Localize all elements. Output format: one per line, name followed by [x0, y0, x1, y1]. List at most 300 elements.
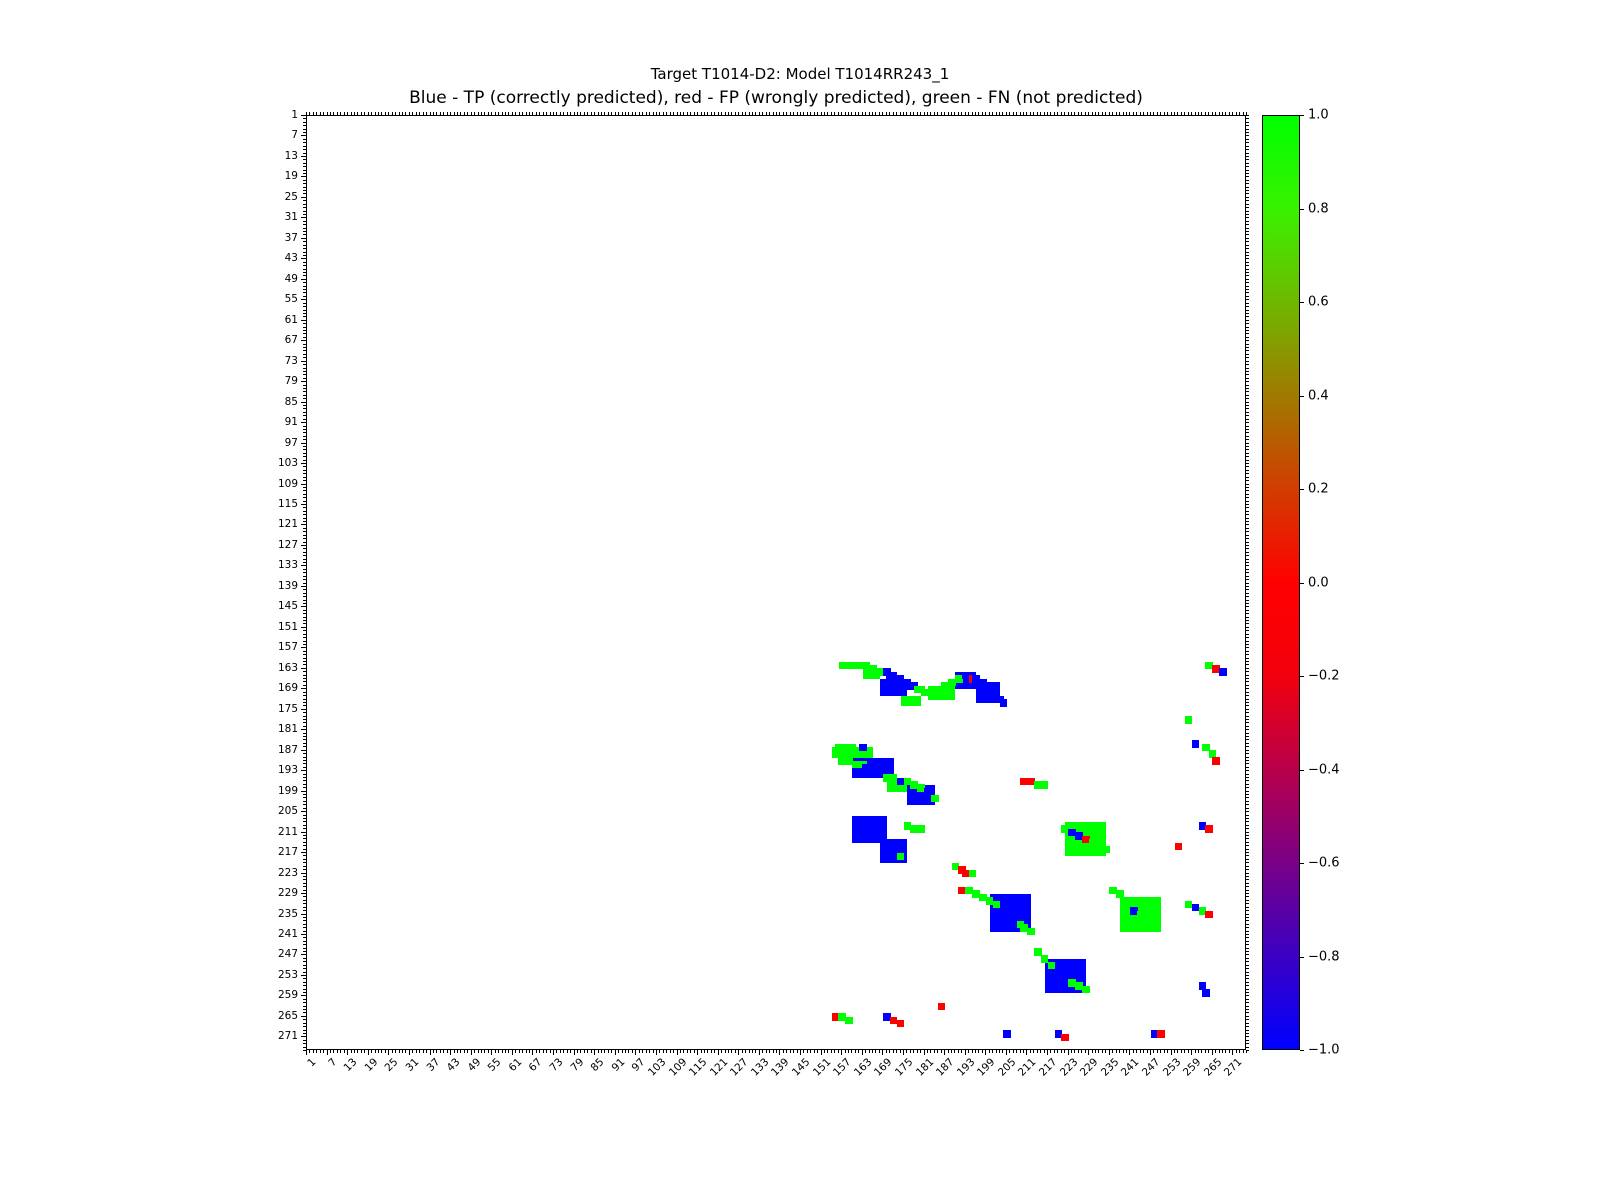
x-minor-tick — [340, 1050, 341, 1053]
y-minor-tick-right — [1246, 385, 1249, 386]
y-minor-tick-right — [1246, 340, 1249, 341]
y-minor-tick — [303, 125, 306, 126]
y-major-tick — [301, 217, 306, 218]
x-minor-tick — [961, 1050, 962, 1053]
x-minor-tick — [556, 1050, 557, 1053]
y-minor-tick-right — [1246, 849, 1249, 850]
y-minor-tick — [303, 692, 306, 693]
x-minor-tick — [1239, 1050, 1240, 1053]
y-major-tick — [301, 750, 306, 751]
x-major-tick — [965, 1050, 966, 1055]
x-major-tick — [1232, 1050, 1233, 1055]
x-minor-tick-top — [498, 112, 499, 115]
x-minor-tick-top — [570, 112, 571, 115]
y-minor-tick-right — [1246, 586, 1249, 587]
y-minor-tick — [303, 1033, 306, 1034]
y-minor-tick — [303, 265, 306, 266]
x-minor-tick-top — [515, 112, 516, 115]
y-minor-tick-right — [1246, 692, 1249, 693]
y-minor-tick — [303, 385, 306, 386]
y-minor-tick-right — [1246, 606, 1249, 607]
x-minor-tick-top — [402, 112, 403, 115]
x-minor-tick-top — [975, 112, 976, 115]
colorbar-tick — [1300, 489, 1304, 490]
y-minor-tick-right — [1246, 910, 1249, 911]
x-minor-tick — [625, 1050, 626, 1053]
y-minor-tick-right — [1246, 480, 1249, 481]
y-minor-tick — [303, 159, 306, 160]
y-minor-tick-right — [1246, 559, 1249, 560]
y-minor-tick-right — [1246, 855, 1249, 856]
y-major-tick — [301, 914, 306, 915]
x-minor-tick-top — [779, 112, 780, 115]
y-minor-tick-right — [1246, 1033, 1249, 1034]
x-major-tick — [924, 1050, 925, 1055]
x-minor-tick — [587, 1050, 588, 1053]
x-minor-tick — [790, 1050, 791, 1053]
x-minor-tick — [563, 1050, 564, 1053]
heatmap-cell — [1000, 699, 1008, 707]
x-minor-tick-top — [875, 112, 876, 115]
y-tick-label: 121 — [277, 518, 298, 531]
x-tick-label: 265 — [1201, 1056, 1225, 1079]
x-minor-tick — [481, 1050, 482, 1053]
y-major-tick — [301, 873, 306, 874]
x-minor-tick-top — [996, 112, 997, 115]
y-tick-label: 157 — [277, 641, 298, 654]
heatmap-cell — [1041, 781, 1049, 789]
x-minor-tick-top — [793, 112, 794, 115]
x-minor-tick — [906, 1050, 907, 1053]
contact-map-plot[interactable] — [306, 115, 1246, 1050]
x-minor-tick-top — [776, 112, 777, 115]
x-minor-tick — [495, 1050, 496, 1053]
y-minor-tick — [303, 941, 306, 942]
y-tick-label: 241 — [277, 927, 298, 940]
y-minor-tick — [303, 286, 306, 287]
colorbar-tick-label: 1.0 — [1308, 107, 1329, 123]
y-minor-tick — [303, 1019, 306, 1020]
y-minor-tick-right — [1246, 524, 1249, 525]
y-minor-tick-right — [1246, 350, 1249, 351]
x-minor-tick — [834, 1050, 835, 1053]
y-minor-tick — [303, 651, 306, 652]
y-minor-tick — [303, 306, 306, 307]
y-minor-tick — [303, 350, 306, 351]
x-minor-tick-top — [1081, 112, 1082, 115]
x-minor-tick — [694, 1050, 695, 1053]
x-minor-tick — [917, 1050, 918, 1053]
x-tick-label: 43 — [444, 1056, 463, 1074]
y-minor-tick — [303, 958, 306, 959]
x-tick-label: 139 — [769, 1056, 792, 1079]
y-major-tick — [301, 954, 306, 955]
x-minor-tick — [577, 1050, 578, 1053]
y-minor-tick-right — [1246, 784, 1249, 785]
x-minor-tick-top — [529, 112, 530, 115]
y-major-tick — [301, 279, 306, 280]
x-minor-tick-top — [1057, 112, 1058, 115]
y-minor-tick-right — [1246, 248, 1249, 249]
x-minor-tick — [611, 1050, 612, 1053]
y-minor-tick — [303, 282, 306, 283]
x-minor-tick-top — [900, 112, 901, 115]
colorbar-tick — [1300, 1050, 1304, 1051]
y-minor-tick-right — [1246, 709, 1249, 710]
x-minor-tick-top — [978, 112, 979, 115]
x-minor-tick-top — [930, 112, 931, 115]
x-minor-tick-top — [1105, 112, 1106, 115]
heatmap-cell — [1116, 890, 1124, 898]
x-minor-tick — [498, 1050, 499, 1053]
heatmap-cell — [1027, 928, 1035, 936]
y-minor-tick — [303, 869, 306, 870]
y-minor-tick — [303, 494, 306, 495]
x-minor-tick — [1243, 1050, 1244, 1053]
x-minor-tick-top — [948, 112, 949, 115]
y-minor-tick — [303, 828, 306, 829]
x-minor-tick-top — [436, 112, 437, 115]
heatmap-cell — [1212, 757, 1220, 765]
x-minor-tick-top — [368, 112, 369, 115]
x-minor-tick-top — [851, 112, 852, 115]
x-minor-tick-top — [1195, 112, 1196, 115]
colorbar-tick-label: −0.2 — [1308, 668, 1340, 684]
y-minor-tick-right — [1246, 924, 1249, 925]
x-minor-tick-top — [604, 112, 605, 115]
x-tick-label: 187 — [933, 1056, 957, 1079]
x-minor-tick-top — [491, 112, 492, 115]
y-minor-tick-right — [1246, 296, 1249, 297]
y-minor-tick-right — [1246, 620, 1249, 621]
y-minor-tick-right — [1246, 426, 1249, 427]
colorbar-tick-label: 0.6 — [1308, 294, 1329, 310]
y-minor-tick — [303, 207, 306, 208]
x-minor-tick-top — [337, 112, 338, 115]
y-minor-tick-right — [1246, 978, 1249, 979]
colorbar-tick — [1300, 115, 1304, 116]
y-minor-tick — [303, 879, 306, 880]
y-minor-tick — [303, 855, 306, 856]
heatmap-cell — [1157, 1030, 1165, 1038]
x-minor-tick-top — [635, 112, 636, 115]
y-tick-label: 43 — [284, 252, 298, 265]
x-minor-tick — [845, 1050, 846, 1053]
x-minor-tick-top — [1143, 112, 1144, 115]
y-minor-tick-right — [1246, 1023, 1249, 1024]
x-major-tick — [615, 1050, 616, 1055]
x-minor-tick — [632, 1050, 633, 1053]
y-minor-tick-right — [1246, 528, 1249, 529]
y-minor-tick-right — [1246, 303, 1249, 304]
x-tick-label: 133 — [748, 1056, 772, 1079]
x-minor-tick — [320, 1050, 321, 1053]
y-minor-tick-right — [1246, 275, 1249, 276]
x-minor-tick-top — [1030, 112, 1031, 115]
x-minor-tick-top — [755, 112, 756, 115]
y-minor-tick — [303, 739, 306, 740]
y-minor-tick-right — [1246, 408, 1249, 409]
y-minor-tick-right — [1246, 763, 1249, 764]
y-minor-tick — [303, 354, 306, 355]
x-minor-tick — [502, 1050, 503, 1053]
x-minor-tick — [1215, 1050, 1216, 1053]
x-minor-tick-top — [992, 112, 993, 115]
x-minor-tick-top — [1095, 112, 1096, 115]
y-minor-tick-right — [1246, 937, 1249, 938]
y-minor-tick-right — [1246, 852, 1249, 853]
colorbar-tick — [1300, 957, 1304, 958]
y-minor-tick-right — [1246, 364, 1249, 365]
y-minor-tick-right — [1246, 545, 1249, 546]
y-minor-tick-right — [1246, 900, 1249, 901]
y-minor-tick-right — [1246, 600, 1249, 601]
x-minor-tick-top — [1102, 112, 1103, 115]
x-minor-tick-top — [697, 112, 698, 115]
y-major-tick — [301, 135, 306, 136]
y-minor-tick — [303, 989, 306, 990]
y-minor-tick — [303, 815, 306, 816]
y-minor-tick-right — [1246, 716, 1249, 717]
y-minor-tick-right — [1246, 702, 1249, 703]
y-tick-label: 193 — [277, 764, 298, 777]
x-minor-tick-top — [1171, 112, 1172, 115]
x-minor-tick — [1081, 1050, 1082, 1053]
y-minor-tick-right — [1246, 436, 1249, 437]
x-minor-tick — [543, 1050, 544, 1053]
x-major-tick — [677, 1050, 678, 1055]
x-minor-tick — [1177, 1050, 1178, 1053]
x-major-tick — [903, 1050, 904, 1055]
y-minor-tick — [303, 378, 306, 379]
x-tick-label: 7 — [325, 1056, 340, 1070]
x-minor-tick-top — [1064, 112, 1065, 115]
x-minor-tick-top — [910, 112, 911, 115]
x-minor-tick-top — [752, 112, 753, 115]
y-minor-tick — [303, 460, 306, 461]
x-minor-tick — [810, 1050, 811, 1053]
y-major-tick — [301, 995, 306, 996]
y-minor-tick — [303, 699, 306, 700]
y-minor-tick — [303, 449, 306, 450]
y-tick-label: 217 — [277, 846, 298, 859]
y-minor-tick-right — [1246, 1043, 1249, 1044]
x-minor-tick-top — [1071, 112, 1072, 115]
x-minor-tick — [1105, 1050, 1106, 1053]
x-minor-tick — [972, 1050, 973, 1053]
x-minor-tick-top — [646, 112, 647, 115]
x-minor-tick — [344, 1050, 345, 1053]
x-major-tick — [347, 1050, 348, 1055]
y-minor-tick-right — [1246, 661, 1249, 662]
y-major-tick — [301, 893, 306, 894]
x-minor-tick — [454, 1050, 455, 1053]
y-minor-tick-right — [1246, 453, 1249, 454]
y-minor-tick — [303, 716, 306, 717]
x-minor-tick — [1057, 1050, 1058, 1053]
x-minor-tick — [683, 1050, 684, 1053]
x-minor-tick-top — [879, 112, 880, 115]
y-minor-tick-right — [1246, 361, 1249, 362]
y-minor-tick — [303, 702, 306, 703]
x-minor-tick-top — [786, 112, 787, 115]
y-minor-tick — [303, 521, 306, 522]
y-major-tick — [301, 852, 306, 853]
x-minor-tick — [927, 1050, 928, 1053]
y-minor-tick — [303, 835, 306, 836]
y-minor-tick — [303, 961, 306, 962]
y-minor-tick-right — [1246, 463, 1249, 464]
x-minor-tick — [1119, 1050, 1120, 1053]
y-minor-tick — [303, 371, 306, 372]
x-major-tick — [862, 1050, 863, 1055]
y-minor-tick-right — [1246, 603, 1249, 604]
x-minor-tick — [875, 1050, 876, 1053]
x-minor-tick — [690, 1050, 691, 1053]
y-tick-label: 229 — [277, 887, 298, 900]
x-minor-tick-top — [574, 112, 575, 115]
x-minor-tick — [378, 1050, 379, 1053]
x-minor-tick-top — [968, 112, 969, 115]
y-minor-tick-right — [1246, 299, 1249, 300]
y-minor-tick — [303, 221, 306, 222]
x-minor-tick — [508, 1050, 509, 1053]
x-minor-tick — [653, 1050, 654, 1053]
x-minor-tick-top — [320, 112, 321, 115]
x-minor-tick-top — [718, 112, 719, 115]
heatmap-cell — [897, 853, 905, 861]
x-minor-tick — [1061, 1050, 1062, 1053]
x-minor-tick-top — [357, 112, 358, 115]
x-minor-tick — [639, 1050, 640, 1053]
y-minor-tick-right — [1246, 176, 1249, 177]
x-minor-tick — [687, 1050, 688, 1053]
x-minor-tick-top — [831, 112, 832, 115]
x-minor-tick — [457, 1050, 458, 1053]
y-minor-tick — [303, 681, 306, 682]
y-minor-tick — [303, 139, 306, 140]
x-minor-tick — [701, 1050, 702, 1053]
y-minor-tick — [303, 634, 306, 635]
x-major-tick — [1191, 1050, 1192, 1055]
x-minor-tick — [742, 1050, 743, 1053]
y-minor-tick-right — [1246, 699, 1249, 700]
x-minor-tick — [484, 1050, 485, 1053]
x-tick-label: 247 — [1139, 1056, 1163, 1079]
y-minor-tick-right — [1246, 511, 1249, 512]
y-minor-tick — [303, 405, 306, 406]
y-major-tick — [301, 606, 306, 607]
heatmap-cells — [307, 116, 1245, 1049]
x-minor-tick — [1136, 1050, 1137, 1053]
x-minor-tick-top — [1164, 112, 1165, 115]
y-major-tick — [301, 238, 306, 239]
x-minor-tick-top — [344, 112, 345, 115]
y-minor-tick-right — [1246, 794, 1249, 795]
x-minor-tick-top — [327, 112, 328, 115]
x-minor-tick — [783, 1050, 784, 1053]
x-minor-tick — [405, 1050, 406, 1053]
y-minor-tick — [303, 596, 306, 597]
x-minor-tick-top — [1020, 112, 1021, 115]
y-minor-tick — [303, 722, 306, 723]
x-minor-tick-top — [1013, 112, 1014, 115]
y-minor-tick — [303, 364, 306, 365]
y-minor-tick-right — [1246, 337, 1249, 338]
y-minor-tick — [303, 231, 306, 232]
x-minor-tick-top — [972, 112, 973, 115]
y-minor-tick-right — [1246, 279, 1249, 280]
y-minor-tick-right — [1246, 596, 1249, 597]
x-minor-tick — [975, 1050, 976, 1053]
y-minor-tick-right — [1246, 456, 1249, 457]
y-minor-tick — [303, 927, 306, 928]
y-tick-label: 19 — [284, 170, 298, 183]
x-minor-tick — [755, 1050, 756, 1053]
y-minor-tick — [303, 149, 306, 150]
x-minor-tick — [323, 1050, 324, 1053]
y-minor-tick — [303, 637, 306, 638]
x-minor-tick — [913, 1050, 914, 1053]
y-minor-tick-right — [1246, 265, 1249, 266]
y-minor-tick — [303, 272, 306, 273]
x-minor-tick — [416, 1050, 417, 1053]
y-tick-label: 79 — [284, 375, 298, 388]
y-minor-tick — [303, 507, 306, 508]
x-minor-tick — [364, 1050, 365, 1053]
y-minor-tick-right — [1246, 286, 1249, 287]
x-minor-tick-top — [903, 112, 904, 115]
x-minor-tick-top — [882, 112, 883, 115]
y-minor-tick — [303, 794, 306, 795]
y-minor-tick-right — [1246, 736, 1249, 737]
x-minor-tick — [893, 1050, 894, 1053]
y-major-tick — [301, 443, 306, 444]
x-minor-tick-top — [351, 112, 352, 115]
colorbar-tick-label: −1.0 — [1308, 1042, 1340, 1058]
y-minor-tick-right — [1246, 842, 1249, 843]
x-minor-tick-top — [354, 112, 355, 115]
x-minor-tick — [546, 1050, 547, 1053]
y-minor-tick — [303, 804, 306, 805]
heatmap-cell — [1082, 986, 1090, 994]
y-minor-tick-right — [1246, 920, 1249, 921]
x-minor-tick-top — [340, 112, 341, 115]
y-minor-tick — [303, 180, 306, 181]
y-minor-tick-right — [1246, 757, 1249, 758]
x-minor-tick-top — [546, 112, 547, 115]
y-minor-tick-right — [1246, 934, 1249, 935]
x-minor-tick-top — [316, 112, 317, 115]
x-minor-tick — [1044, 1050, 1045, 1053]
y-minor-tick-right — [1246, 951, 1249, 952]
x-minor-tick-top — [872, 112, 873, 115]
x-minor-tick — [951, 1050, 952, 1053]
y-minor-tick-right — [1246, 548, 1249, 549]
y-tick-label: 61 — [284, 313, 298, 326]
x-minor-tick — [440, 1050, 441, 1053]
y-minor-tick-right — [1246, 985, 1249, 986]
x-minor-tick-top — [591, 112, 592, 115]
y-minor-tick-right — [1246, 320, 1249, 321]
y-tick-label: 127 — [277, 538, 298, 551]
x-minor-tick-top — [838, 112, 839, 115]
heatmap-cell — [1205, 911, 1213, 919]
y-minor-tick — [303, 211, 306, 212]
x-minor-tick-top — [1177, 112, 1178, 115]
x-minor-tick-top — [385, 112, 386, 115]
y-minor-tick-right — [1246, 316, 1249, 317]
